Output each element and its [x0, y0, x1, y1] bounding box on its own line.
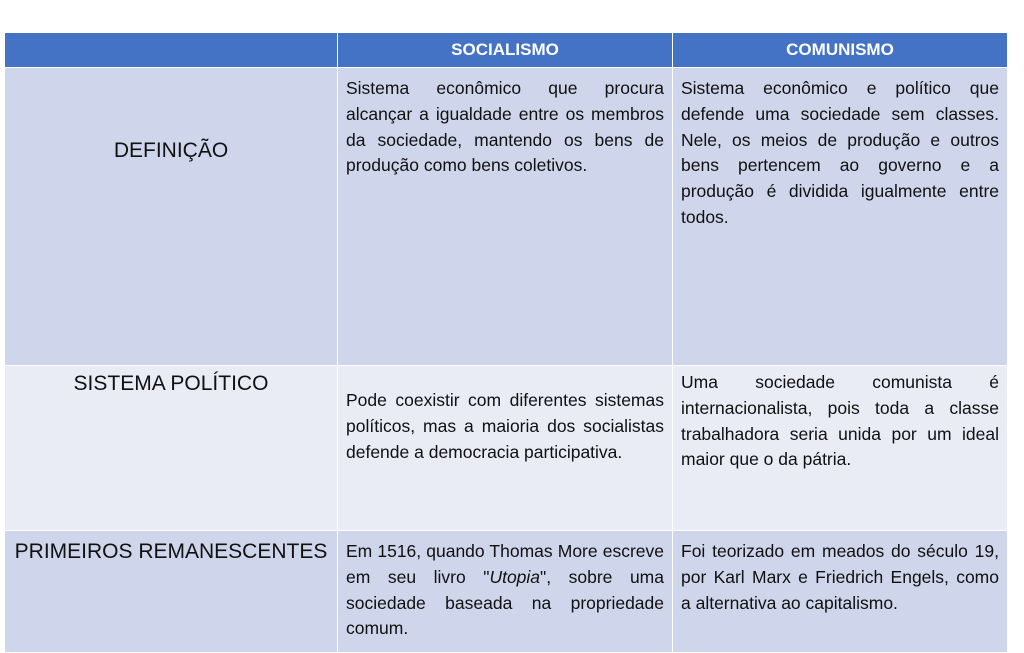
cell-socialismo-definicao: Sistema econômico que procura alcançar a igualdade entre os membros da sociedade, mantendo os bens de produção como bens coletivos. [338, 68, 673, 366]
header-comunismo: COMUNISMO [673, 33, 1008, 68]
header-socialismo: SOCIALISMO [338, 33, 673, 68]
cell-socialismo-sistema-politico: Pode coexistir com diferentes sistemas políticos, mas a maioria dos socialistas defende a democracia participativa. [338, 366, 673, 531]
table-row [5, 366, 1008, 531]
cell-comunismo-definicao: Sistema econômico e político que defende uma sociedade sem classes. Nele, os meios de produção e outros bens pertencem ao governo e a produção é dividida igualmente entre todos. [673, 68, 1008, 366]
row-label-primeiros-remanescentes: PRIMEIROS REMANESCENTES [5, 531, 338, 653]
table-row [5, 531, 1008, 653]
cell-comunismo-primeiros-remanescentes: Foi teorizado em meados do século 19, por Karl Marx e Friedrich Engels, como a alternativa ao capitalismo. [673, 531, 1008, 653]
cell-comunismo-sistema-politico: Uma sociedade comunista é internacionalista, pois toda a classe trabalhadora seria unida por um ideal maior que o da pátria. [673, 366, 1008, 531]
cell-socialismo-primeiros-remanescentes [338, 531, 673, 653]
cell-text-part: ", sobre uma sociedade baseada na propriedade comum. [346, 566, 664, 639]
row-label-sistema-politico: SISTEMA POLÍTICO [5, 366, 338, 531]
header-row [5, 33, 1008, 68]
header-empty-cell [5, 33, 338, 68]
book-title: Utopia [489, 566, 541, 587]
table-row [5, 68, 1008, 366]
row-label-definicao: DEFINIÇÃO [5, 68, 338, 366]
cell-text-part: Em 1516, quando Thomas More escreve em seu livro " [346, 541, 664, 587]
comparison-table [4, 32, 1008, 653]
